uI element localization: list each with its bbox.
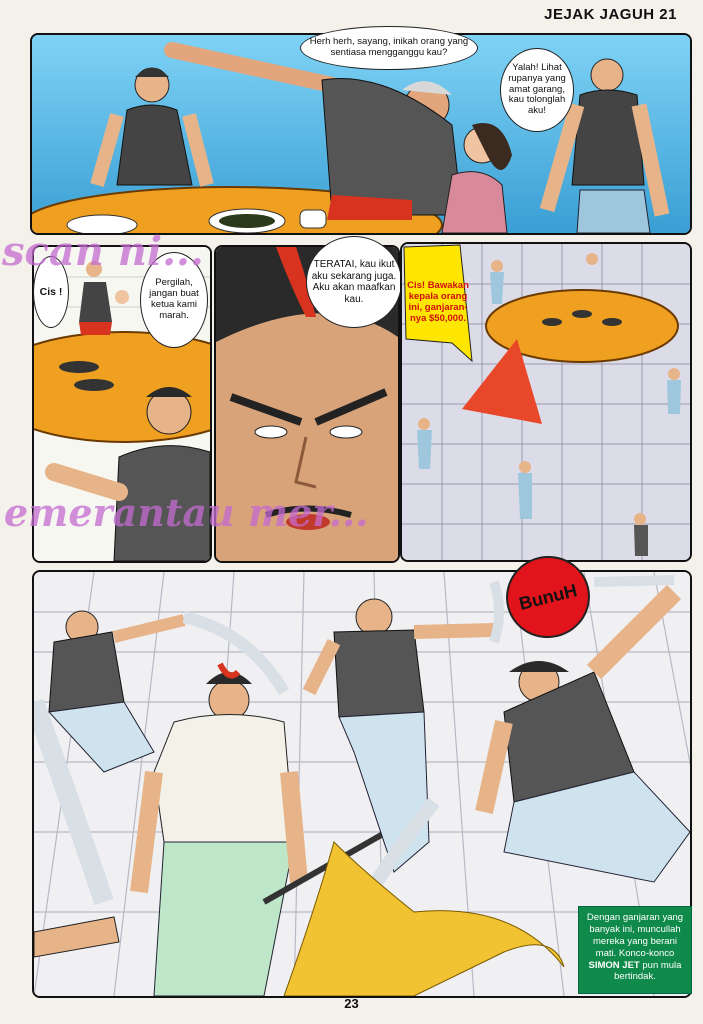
watermark-top: scan ni...: [2, 228, 204, 275]
caption-text-post: pun mula bertindak.: [614, 959, 682, 983]
narration-caption: [578, 906, 692, 994]
speech-bubble-teratai: TERATAI, kau ikut aku sekarang juga. Aku akan maafkan kau.: [306, 236, 402, 328]
speech-bubble-pergilah: Pergilah, jangan buat ketua kami marah.: [140, 252, 208, 348]
shout-bubble-text: Cis! Bawakan kepala orang ini, ganjaran-nya $50,000.: [407, 280, 469, 324]
series-title: JEJAK JAGUH 21: [544, 6, 677, 23]
watermark-middle: emerantau mer...: [4, 490, 369, 535]
page-number: 23: [344, 996, 359, 1011]
speech-bubble-woman: Yalah! Lihat rupanya yang amat garang, kau tolonglah aku!: [500, 48, 574, 132]
sfx-bunuh: BunuH: [497, 547, 598, 647]
speech-bubble-cis: Cis !: [33, 256, 69, 328]
speech-bubble-leader: Herh herh, sayang, inikah orang yang sentiasa mengganggu kau?: [300, 26, 478, 70]
caption-name: SIMON JET: [588, 959, 640, 971]
caption-text-pre: Dengan ganjaran yang banyak ini, muncullah mereka yang berani mati. Konco-konco: [586, 912, 684, 959]
shout-bubble-bounty: [400, 243, 476, 363]
